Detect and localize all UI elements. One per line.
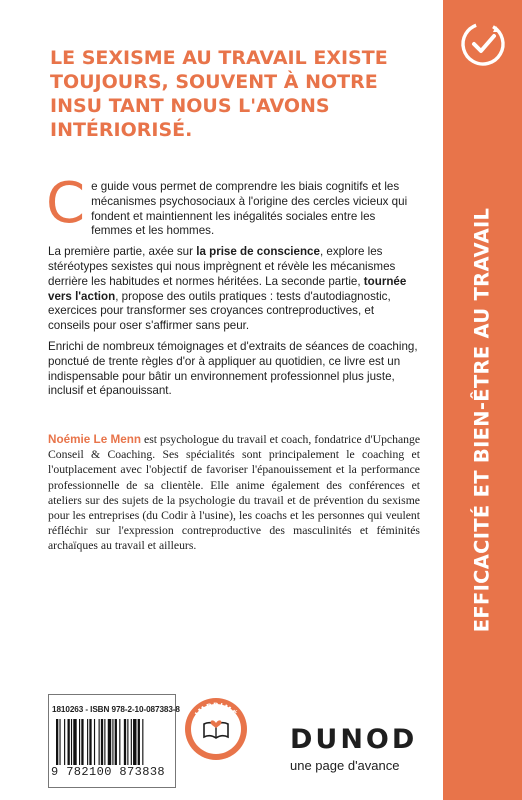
seal-bottom-text: EN FRANCE xyxy=(194,737,238,756)
barcode-bar xyxy=(115,719,117,765)
barcode-bar xyxy=(68,719,70,765)
barcode-bar xyxy=(119,719,120,765)
summary-text-1: e guide vous permet de comprendre les biais cognitifs et les mécanismes psychosociaux à l'origine des cercles vicieux qui fondent et maintiennent les inégalités sociales entre les femmes et les hommes. xyxy=(91,180,408,238)
summary-text-2e: , propose des outils pratiques : tests d'autodiagnostic, exercices pour transformer ses croyances contreproductives, et conseils pour oser s'affirmer sans peur. xyxy=(48,289,391,333)
barcode-block xyxy=(48,694,180,788)
publisher-tagline: une page d'avance xyxy=(290,758,400,773)
barcode-bar xyxy=(64,719,65,765)
barcode-bar xyxy=(124,719,126,765)
barcode-bar xyxy=(87,719,88,765)
summary-text-2c: , explore les stéréotypes sexistes qui nous imprègnent et révèle les mécanismes derrière les habitudes et normes héritées. La seconde partie, xyxy=(48,245,396,288)
author-bio-text: est psychologue du travail et coach, fondatrice d'Upchange Conseil & Coaching. Ses spécialités sont principalement le coaching et l'outplacement avec l'objectif de favoriser l'épanouissement et la performance professionnelle de sa clientèle. Elle anime également des conférences et ateliers sur des sujets de la psychologie du travail et de prévention du sexisme pour les entreprises (du Codir à l'usine), les coachs et les personnes qui veulent réfléchir sur l'expression contreproductive des masculinités et féminités archaïques au travail et ailleurs. xyxy=(48,433,421,553)
barcode-bar xyxy=(133,719,136,765)
drop-cap: C xyxy=(46,171,86,236)
barcode-icon xyxy=(56,719,168,765)
barcode-bar xyxy=(142,719,143,765)
summary-text-2a: La première partie, axée sur xyxy=(48,245,197,259)
author-bio xyxy=(48,432,420,554)
barcode-bar xyxy=(89,719,91,765)
barcode-bar xyxy=(73,719,76,765)
summary-emphasis-2: tournée vers l'action xyxy=(48,274,407,303)
summary-paragraph-2 xyxy=(48,245,418,334)
barcode-bar xyxy=(108,719,111,765)
series-title: EFFICACITÉ ET BIEN-ÊTRE AU TRAVAIL xyxy=(470,207,494,633)
seal-top-text: IMPRIMÉ xyxy=(193,700,239,719)
summary-paragraph-3: Enrichi de nombreux témoignages et d'extraits de séances de coaching, ponctué de trente règles d'or à appliquer au quotidien, ce livre est un indispensable pour bâtir un environnement professionnel plus juste, inclusif et épanouissant. xyxy=(48,339,418,398)
open-book-heart-icon xyxy=(183,696,249,762)
barcode-bar xyxy=(104,719,105,765)
check-clock-icon xyxy=(457,18,509,70)
barcode-bar xyxy=(99,719,100,765)
barcode-bar xyxy=(131,719,132,765)
barcode-bar xyxy=(94,719,95,765)
isbn-digits: 9 782100 873838 xyxy=(51,765,166,779)
barcode-bar xyxy=(138,719,140,765)
summary-paragraph-1 xyxy=(46,171,418,239)
barcode-bar xyxy=(112,719,113,765)
author-name: Noémie Le Menn xyxy=(48,433,142,446)
barcode-bar xyxy=(127,719,128,765)
barcode-bar xyxy=(101,719,103,765)
isbn-line: 1810263 - ISBN 978-2-10-087383-8 xyxy=(52,705,180,714)
publisher-logo: DUNOD xyxy=(290,724,418,755)
book-summary xyxy=(46,171,418,405)
barcode-bar xyxy=(71,719,72,765)
back-cover-headline: LE SEXISME AU TRAVAIL EXISTE TOUJOURS, SOUVENT À NOTRE INSU TANT NOUS L'AVONS INTÉRIORISÉ. xyxy=(50,47,388,141)
barcode-bar xyxy=(59,719,60,765)
summary-emphasis-1: la prise de conscience xyxy=(196,245,320,259)
barcode-bar xyxy=(81,719,83,765)
barcode-bar xyxy=(56,719,58,765)
barcode-bar xyxy=(79,719,80,765)
